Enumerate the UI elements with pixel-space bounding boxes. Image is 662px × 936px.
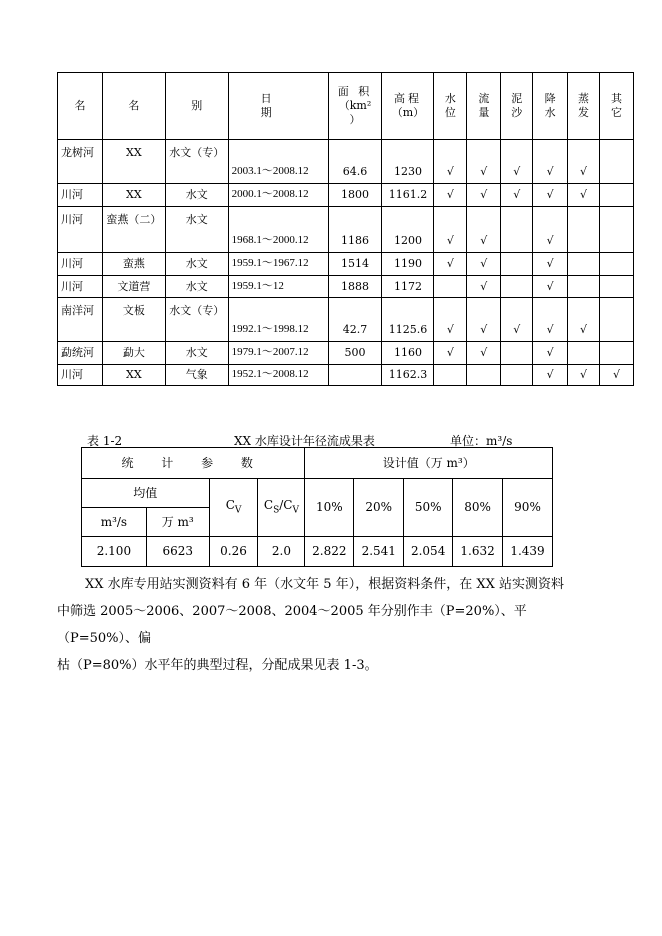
- cell-flow-mark: √: [467, 207, 501, 253]
- cell-evaporation-mark: √: [568, 140, 600, 184]
- cell-station-name: XX: [102, 365, 165, 386]
- header-period: 日 期: [228, 73, 328, 140]
- table-header-row: [58, 73, 634, 140]
- header-evaporation: 蒸 发: [568, 73, 600, 140]
- table2-header-row-2: [82, 479, 553, 508]
- cell-water-level-mark: [434, 365, 467, 386]
- cell-other-mark: [600, 253, 634, 276]
- table-row: [58, 276, 634, 298]
- cell-other-mark: √: [600, 365, 634, 386]
- cell-flow-mark: √: [467, 276, 501, 298]
- table2-number: 表 1-2: [87, 434, 123, 448]
- cell-period: 2000.1～2008.12: [228, 184, 328, 207]
- table2-header-row-1: [82, 448, 553, 479]
- stations-table-body: [58, 140, 634, 386]
- cell-station-name: XX: [102, 184, 165, 207]
- cell-other-mark: [600, 298, 634, 342]
- cell-flow-mark: √: [467, 298, 501, 342]
- cell-precipitation-mark: √: [533, 342, 568, 365]
- cell-river-name: 川河: [58, 365, 103, 386]
- cell-evaporation-mark: √: [568, 184, 600, 207]
- table2-value-row: [82, 537, 553, 567]
- cell-flow-mark: √: [467, 184, 501, 207]
- cell-river-name: 川河: [58, 207, 103, 253]
- header-p80: 80%: [453, 479, 503, 537]
- header-flow: 流 量: [467, 73, 501, 140]
- header-p10: 10%: [305, 479, 354, 537]
- cell-station-type: 水文: [165, 276, 228, 298]
- cell-precipitation-mark: √: [533, 207, 568, 253]
- cell-water-level-mark: √: [434, 207, 467, 253]
- cell-other-mark: [600, 342, 634, 365]
- header-elevation: 高程 （m）: [382, 73, 434, 140]
- cell-station-type: 水文（专）: [165, 140, 228, 184]
- cell-river-name: 川河: [58, 253, 103, 276]
- header-other: 其 它: [600, 73, 634, 140]
- cell-station-type: 水文: [165, 253, 228, 276]
- cell-water-level-mark: √: [434, 140, 467, 184]
- header-mean-m3s: m³/s: [82, 508, 147, 537]
- cell-flow-mark: √: [467, 342, 501, 365]
- cell-station-name: 文道营: [102, 276, 165, 298]
- cell-elevation: 1230: [382, 140, 434, 184]
- cell-sediment-mark: [501, 276, 533, 298]
- cell-river-name: 勐统河: [58, 342, 103, 365]
- value-p50: 2.054: [404, 537, 453, 567]
- cell-station-name: 文板: [102, 298, 165, 342]
- paragraph-line-2: 中筛选 2005～2006、2007～2008、2004～2005 年分别作丰（P=20%）、平（P=50%）、偏: [57, 604, 527, 646]
- cell-flow-mark: √: [467, 140, 501, 184]
- cell-precipitation-mark: √: [533, 276, 568, 298]
- body-paragraph: [57, 571, 597, 679]
- cell-elevation: 1190: [382, 253, 434, 276]
- value-p20: 2.541: [354, 537, 404, 567]
- cell-water-level-mark: √: [434, 184, 467, 207]
- cell-sediment-mark: √: [501, 184, 533, 207]
- cell-area: 1186: [328, 207, 382, 253]
- cell-station-type: 水文: [165, 342, 228, 365]
- cell-period: 1968.1～2000.12: [228, 207, 328, 253]
- cell-station-type: 水文: [165, 184, 228, 207]
- cell-other-mark: [600, 276, 634, 298]
- cell-evaporation-mark: [568, 253, 600, 276]
- cell-station-name: 勐大: [102, 342, 165, 365]
- cell-precipitation-mark: √: [533, 298, 568, 342]
- header-p20: 20%: [354, 479, 404, 537]
- cell-water-level-mark: √: [434, 298, 467, 342]
- cell-sediment-mark: [501, 253, 533, 276]
- runoff-results-table: [81, 447, 553, 567]
- header-p90: 90%: [503, 479, 553, 537]
- cell-station-name: XX: [102, 140, 165, 184]
- cell-elevation: 1160: [382, 342, 434, 365]
- table-row: [58, 298, 634, 342]
- value-p90: 1.439: [503, 537, 553, 567]
- cell-flow-mark: [467, 365, 501, 386]
- cell-area: 500: [328, 342, 382, 365]
- cell-river-name: 龙树河: [58, 140, 103, 184]
- table-row: [58, 253, 634, 276]
- header-area: 面 积 （km² ）: [328, 73, 382, 140]
- cell-sediment-mark: √: [501, 298, 533, 342]
- value-mean-m3s: 2.100: [82, 537, 147, 567]
- cell-other-mark: [600, 184, 634, 207]
- cell-water-level-mark: √: [434, 253, 467, 276]
- value-p10: 2.822: [305, 537, 354, 567]
- cell-elevation: 1162.3: [382, 365, 434, 386]
- cell-station-name: 蛮燕: [102, 253, 165, 276]
- cell-elevation: 1200: [382, 207, 434, 253]
- stations-table: [57, 72, 634, 386]
- cell-period: 1952.1～2008.12: [228, 365, 328, 386]
- header-mean: 均值: [82, 479, 210, 508]
- cell-sediment-mark: [501, 342, 533, 365]
- cell-evaporation-mark: [568, 207, 600, 253]
- header-cv: $C_V$: [209, 479, 258, 537]
- cell-river-name: 川河: [58, 184, 103, 207]
- cell-area: [328, 365, 382, 386]
- cell-other-mark: [600, 140, 634, 184]
- cell-period: 1959.1～12: [228, 276, 328, 298]
- cell-river-name: 川河: [58, 276, 103, 298]
- table-row: [58, 184, 634, 207]
- header-design-values: 设计值（万 m³）: [305, 448, 553, 479]
- cell-evaporation-mark: [568, 342, 600, 365]
- cell-sediment-mark: [501, 365, 533, 386]
- cell-evaporation-mark: √: [568, 365, 600, 386]
- cell-area: 42.7: [328, 298, 382, 342]
- cell-period: 1979.1～2007.12: [228, 342, 328, 365]
- cell-flow-mark: √: [467, 253, 501, 276]
- header-stats-params: 统 计 参 数: [82, 448, 305, 479]
- cell-water-level-mark: [434, 276, 467, 298]
- table-row: [58, 140, 634, 184]
- cell-period: 1992.1～1998.12: [228, 298, 328, 342]
- cell-precipitation-mark: √: [533, 253, 568, 276]
- cell-precipitation-mark: √: [533, 140, 568, 184]
- cell-station-name: 蛮燕（二）: [102, 207, 165, 253]
- value-mean-wan-m3: 6623: [146, 537, 209, 567]
- header-precipitation: 降 水: [533, 73, 568, 140]
- cell-river-name: 南洋河: [58, 298, 103, 342]
- header-sediment: 泥 沙: [501, 73, 533, 140]
- cell-station-type: 水文（专）: [165, 298, 228, 342]
- header-p50: 50%: [404, 479, 453, 537]
- cell-area: 64.6: [328, 140, 382, 184]
- cell-evaporation-mark: [568, 276, 600, 298]
- cell-sediment-mark: [501, 207, 533, 253]
- table2-unit: 单位：m³/s: [450, 434, 513, 448]
- table-row: [58, 365, 634, 386]
- cell-station-type: 水文: [165, 207, 228, 253]
- value-cs-cv: 2.0: [258, 537, 305, 567]
- cell-period: 2003.1～2008.12: [228, 140, 328, 184]
- table2-title: XX 水库设计年径流成果表: [234, 434, 375, 448]
- header-station-type: 别: [165, 73, 228, 140]
- header-mean-wan-m3: 万 m³: [146, 508, 209, 537]
- cell-elevation: 1125.6: [382, 298, 434, 342]
- cell-precipitation-mark: √: [533, 184, 568, 207]
- cell-precipitation-mark: √: [533, 365, 568, 386]
- header-station-name: 名: [102, 73, 165, 140]
- cell-sediment-mark: √: [501, 140, 533, 184]
- cell-other-mark: [600, 207, 634, 253]
- value-cv: 0.26: [209, 537, 258, 567]
- cell-area: 1800: [328, 184, 382, 207]
- cell-area: 1888: [328, 276, 382, 298]
- paragraph-line-1: XX 水库专用站实测资料有 6 年（水文年 5 年），根据资料条件，在 XX 站实测资料: [85, 577, 564, 592]
- paragraph-line-3: 枯（P=80%）水平年的典型过程，分配成果见表 1-3。: [57, 658, 378, 673]
- cell-period: 1959.1～1967.12: [228, 253, 328, 276]
- cell-elevation: 1172: [382, 276, 434, 298]
- cell-area: 1514: [328, 253, 382, 276]
- header-cs-cv: $C_S/C_V$: [258, 479, 305, 537]
- cell-evaporation-mark: √: [568, 298, 600, 342]
- value-p80: 1.632: [453, 537, 503, 567]
- cell-station-type: 气象: [165, 365, 228, 386]
- table-row: [58, 342, 634, 365]
- table-row: [58, 207, 634, 253]
- header-water-level: 水 位: [434, 73, 467, 140]
- header-river-name: 名: [58, 73, 103, 140]
- cell-water-level-mark: √: [434, 342, 467, 365]
- cell-elevation: 1161.2: [382, 184, 434, 207]
